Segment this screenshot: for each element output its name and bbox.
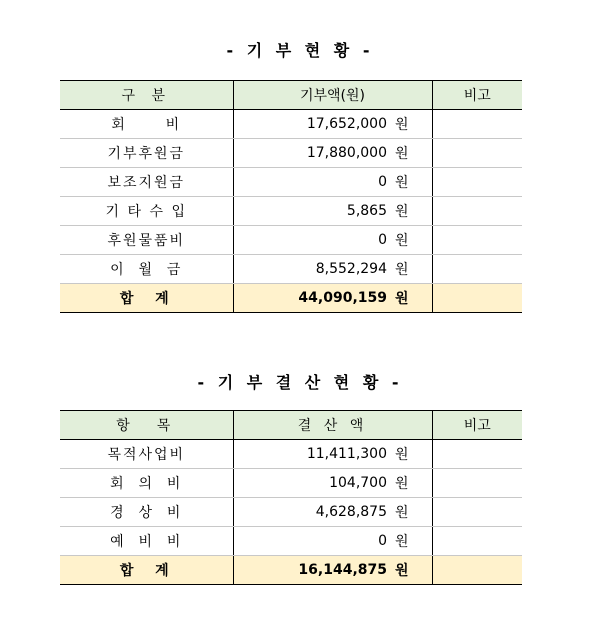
row-amount: 4,628,875 bbox=[233, 498, 393, 527]
row-note bbox=[432, 498, 522, 527]
row-label: 기 타 수 입 bbox=[60, 197, 233, 226]
table-row bbox=[60, 255, 522, 284]
donation-status-table bbox=[60, 80, 522, 313]
total-label: 합 계 bbox=[60, 284, 233, 313]
total-unit: 원 bbox=[393, 556, 432, 585]
total-note bbox=[432, 284, 522, 313]
table-row bbox=[60, 527, 522, 556]
row-label: 경 상 비 bbox=[60, 498, 233, 527]
row-note bbox=[432, 255, 522, 284]
row-amount: 0 bbox=[233, 226, 393, 255]
row-amount: 17,880,000 bbox=[233, 139, 393, 168]
row-amount: 17,652,000 bbox=[233, 110, 393, 139]
row-label: 회 비 bbox=[60, 110, 233, 139]
table-row bbox=[60, 469, 522, 498]
header-category: 항 목 bbox=[60, 411, 233, 440]
total-amount: 16,144,875 bbox=[233, 556, 393, 585]
total-amount: 44,090,159 bbox=[233, 284, 393, 313]
header-note: 비고 bbox=[432, 411, 522, 440]
row-unit: 원 bbox=[393, 469, 432, 498]
row-note bbox=[432, 226, 522, 255]
table-header-row bbox=[60, 81, 522, 110]
row-amount: 5,865 bbox=[233, 197, 393, 226]
total-note bbox=[432, 556, 522, 585]
header-note: 비고 bbox=[432, 81, 522, 110]
row-unit: 원 bbox=[393, 527, 432, 556]
header-amount: 기부액(원) bbox=[233, 81, 432, 110]
row-note bbox=[432, 440, 522, 469]
row-amount: 104,700 bbox=[233, 469, 393, 498]
row-amount: 11,411,300 bbox=[233, 440, 393, 469]
row-label: 예 비 비 bbox=[60, 527, 233, 556]
row-label: 회 의 비 bbox=[60, 469, 233, 498]
row-note bbox=[432, 527, 522, 556]
row-label: 보조지원금 bbox=[60, 168, 233, 197]
row-note bbox=[432, 197, 522, 226]
table-row bbox=[60, 197, 522, 226]
row-label: 이 월 금 bbox=[60, 255, 233, 284]
table-header-row bbox=[60, 411, 522, 440]
settlement-status-title: - 기 부 결 산 현 황 - bbox=[197, 373, 403, 392]
table-row bbox=[60, 139, 522, 168]
total-row bbox=[60, 284, 522, 313]
total-row bbox=[60, 556, 522, 585]
settlement-status-table bbox=[60, 410, 522, 585]
row-note bbox=[432, 139, 522, 168]
row-unit: 원 bbox=[393, 139, 432, 168]
header-amount: 결 산 액 bbox=[233, 411, 432, 440]
row-unit: 원 bbox=[393, 255, 432, 284]
row-unit: 원 bbox=[393, 168, 432, 197]
table-row bbox=[60, 168, 522, 197]
table-row bbox=[60, 226, 522, 255]
row-note bbox=[432, 168, 522, 197]
row-note bbox=[432, 110, 522, 139]
row-unit: 원 bbox=[393, 110, 432, 139]
donation-status-title: - 기 부 현 황 - bbox=[226, 41, 374, 60]
row-unit: 원 bbox=[393, 498, 432, 527]
total-unit: 원 bbox=[393, 284, 432, 313]
total-label: 합 계 bbox=[60, 556, 233, 585]
table-row bbox=[60, 498, 522, 527]
row-unit: 원 bbox=[393, 226, 432, 255]
row-label: 후원물품비 bbox=[60, 226, 233, 255]
row-note bbox=[432, 469, 522, 498]
table-row bbox=[60, 110, 522, 139]
table-row bbox=[60, 440, 522, 469]
row-unit: 원 bbox=[393, 440, 432, 469]
row-amount: 0 bbox=[233, 527, 393, 556]
row-unit: 원 bbox=[393, 197, 432, 226]
row-amount: 0 bbox=[233, 168, 393, 197]
row-label: 목적사업비 bbox=[60, 440, 233, 469]
row-amount: 8,552,294 bbox=[233, 255, 393, 284]
header-category: 구 분 bbox=[60, 81, 233, 110]
row-label: 기부후원금 bbox=[60, 139, 233, 168]
